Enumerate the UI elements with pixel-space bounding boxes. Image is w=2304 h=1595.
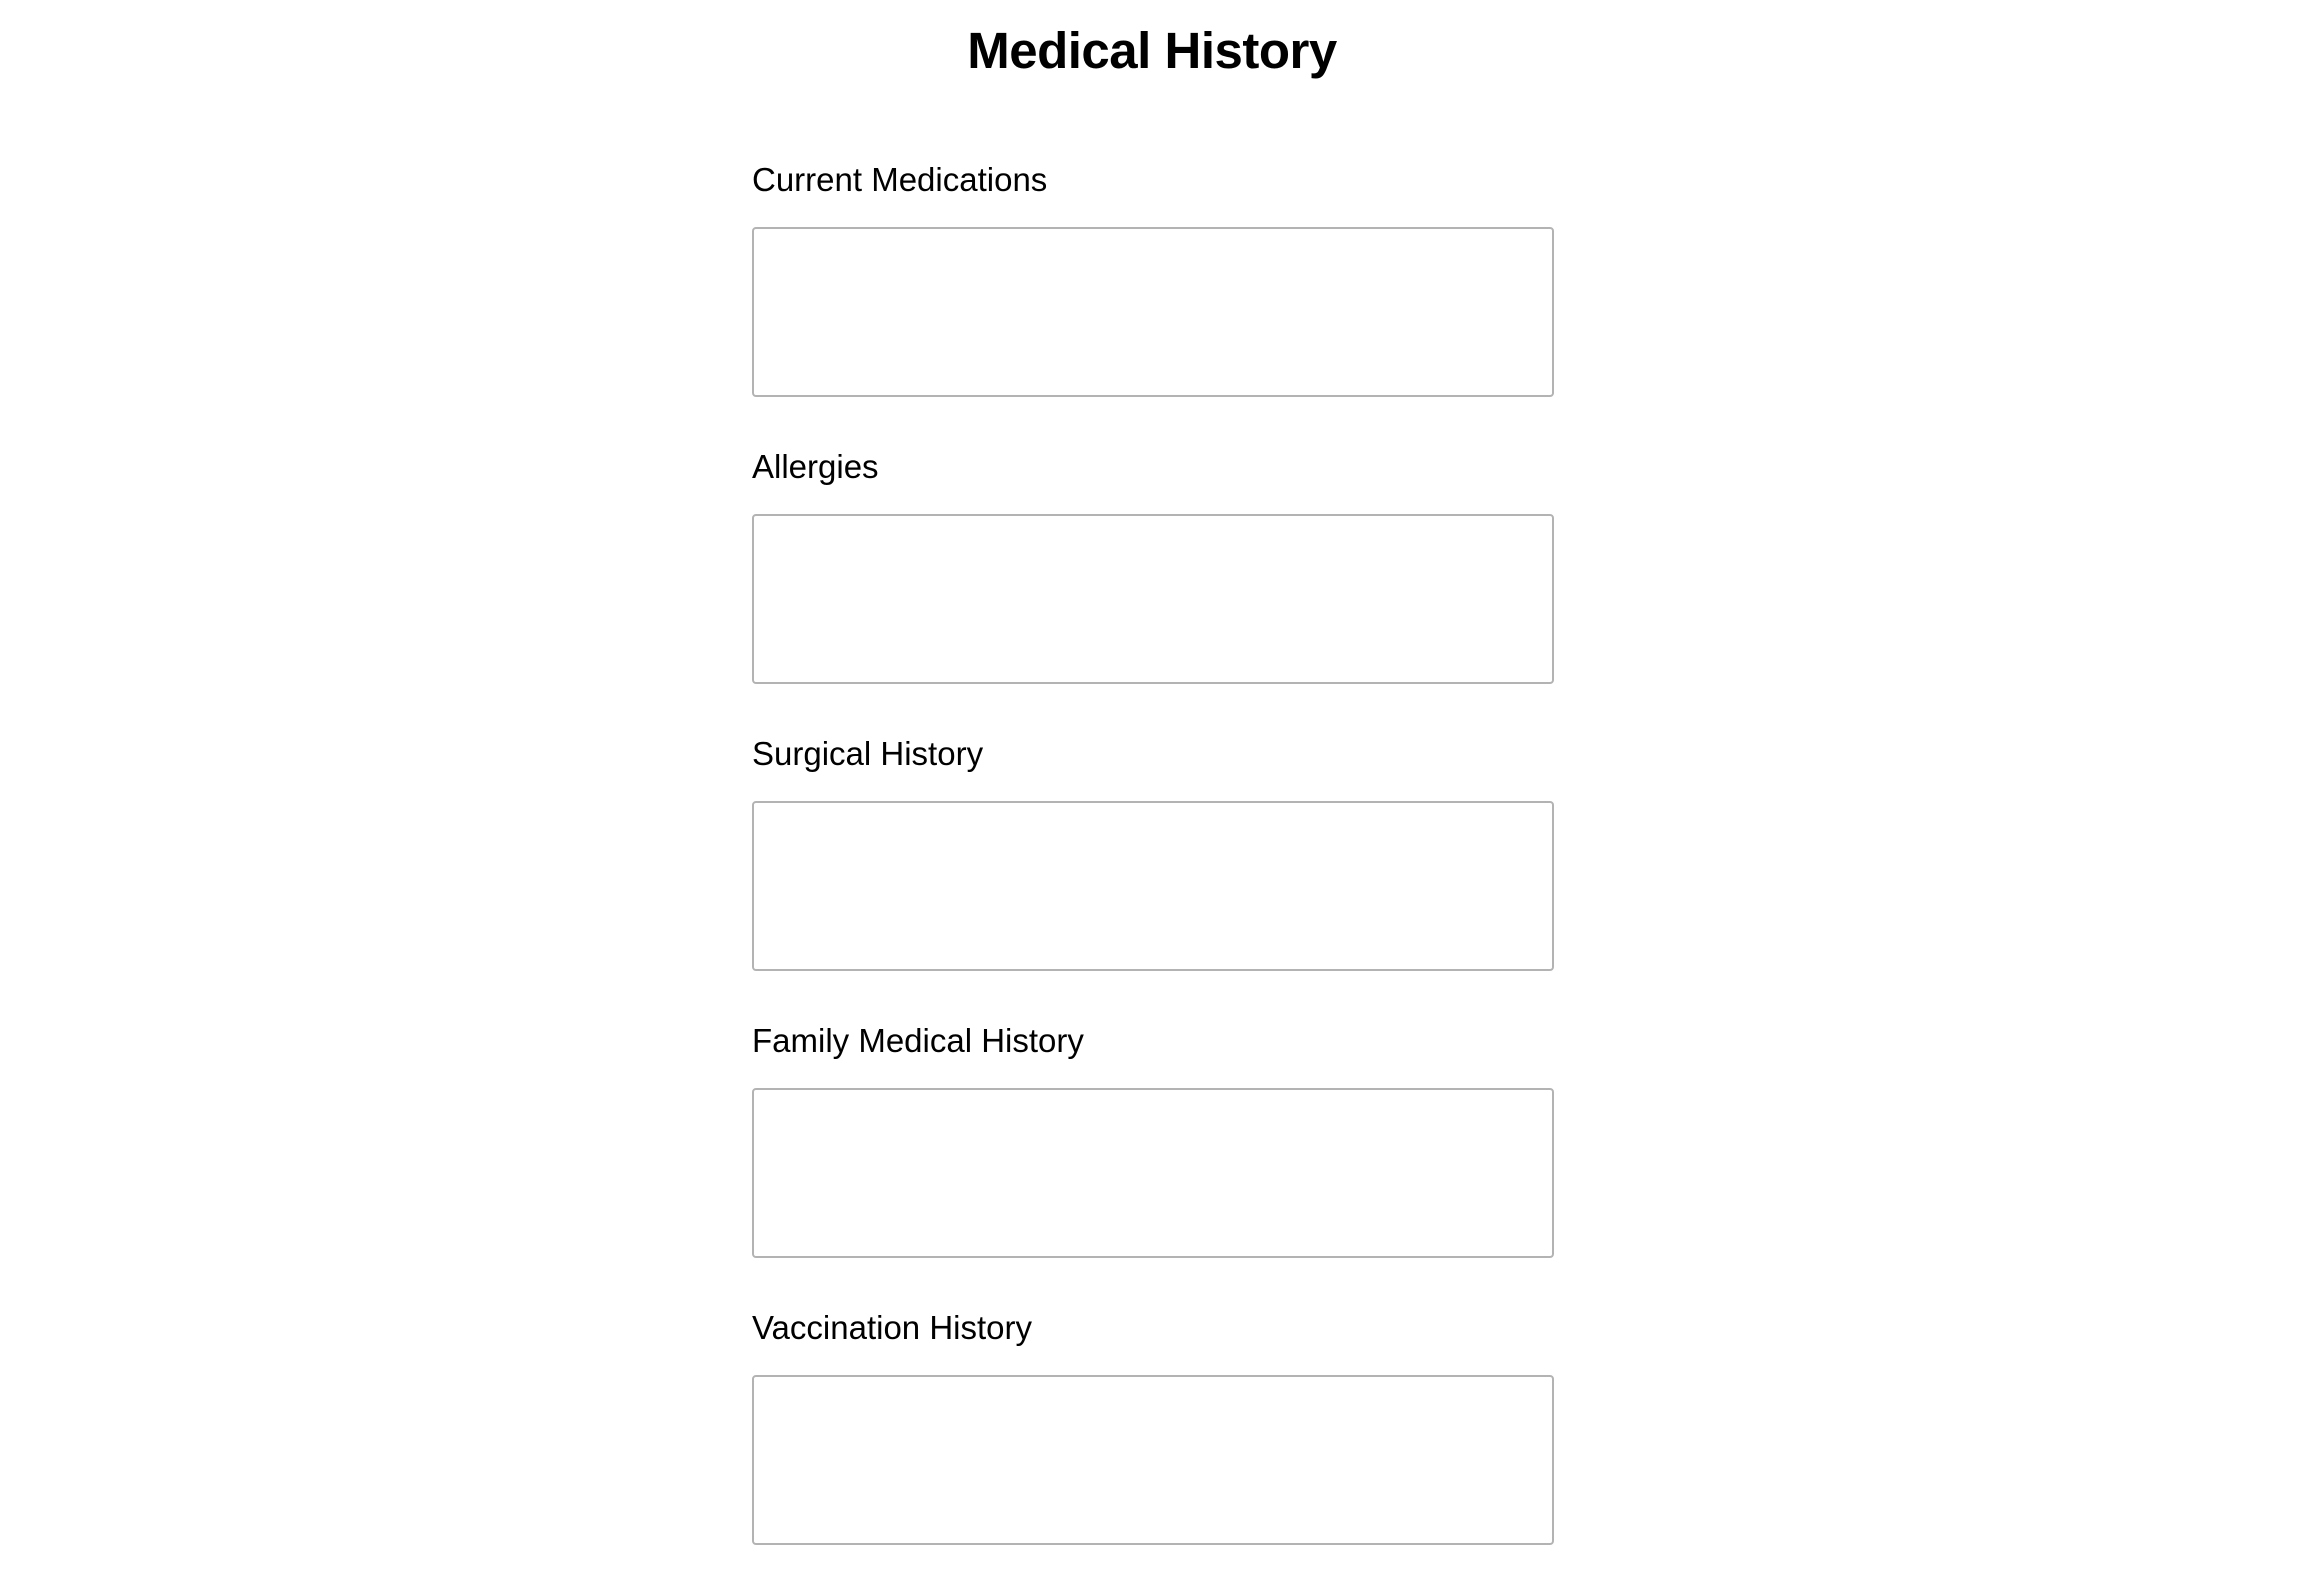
family-medical-history-label: Family Medical History <box>752 1022 1084 1059</box>
current-medications-textarea[interactable] <box>752 227 1554 397</box>
field-surgical-history <box>752 734 1554 1021</box>
page-title: Medical History <box>967 22 1337 79</box>
current-medications-label: Current Medications <box>752 161 1048 198</box>
field-allergies <box>752 447 1554 734</box>
vaccination-history-label: Vaccination History <box>752 1309 1033 1346</box>
allergies-textarea[interactable] <box>752 514 1554 684</box>
allergies-label: Allergies <box>752 448 879 485</box>
surgical-history-label: Surgical History <box>752 735 984 772</box>
vaccination-history-textarea[interactable] <box>752 1375 1554 1545</box>
field-family-medical-history <box>752 1021 1554 1308</box>
field-vaccination-history <box>752 1308 1554 1595</box>
medical-history-form <box>752 160 1554 1595</box>
surgical-history-textarea[interactable] <box>752 801 1554 971</box>
field-current-medications <box>752 160 1554 447</box>
family-medical-history-textarea[interactable] <box>752 1088 1554 1258</box>
